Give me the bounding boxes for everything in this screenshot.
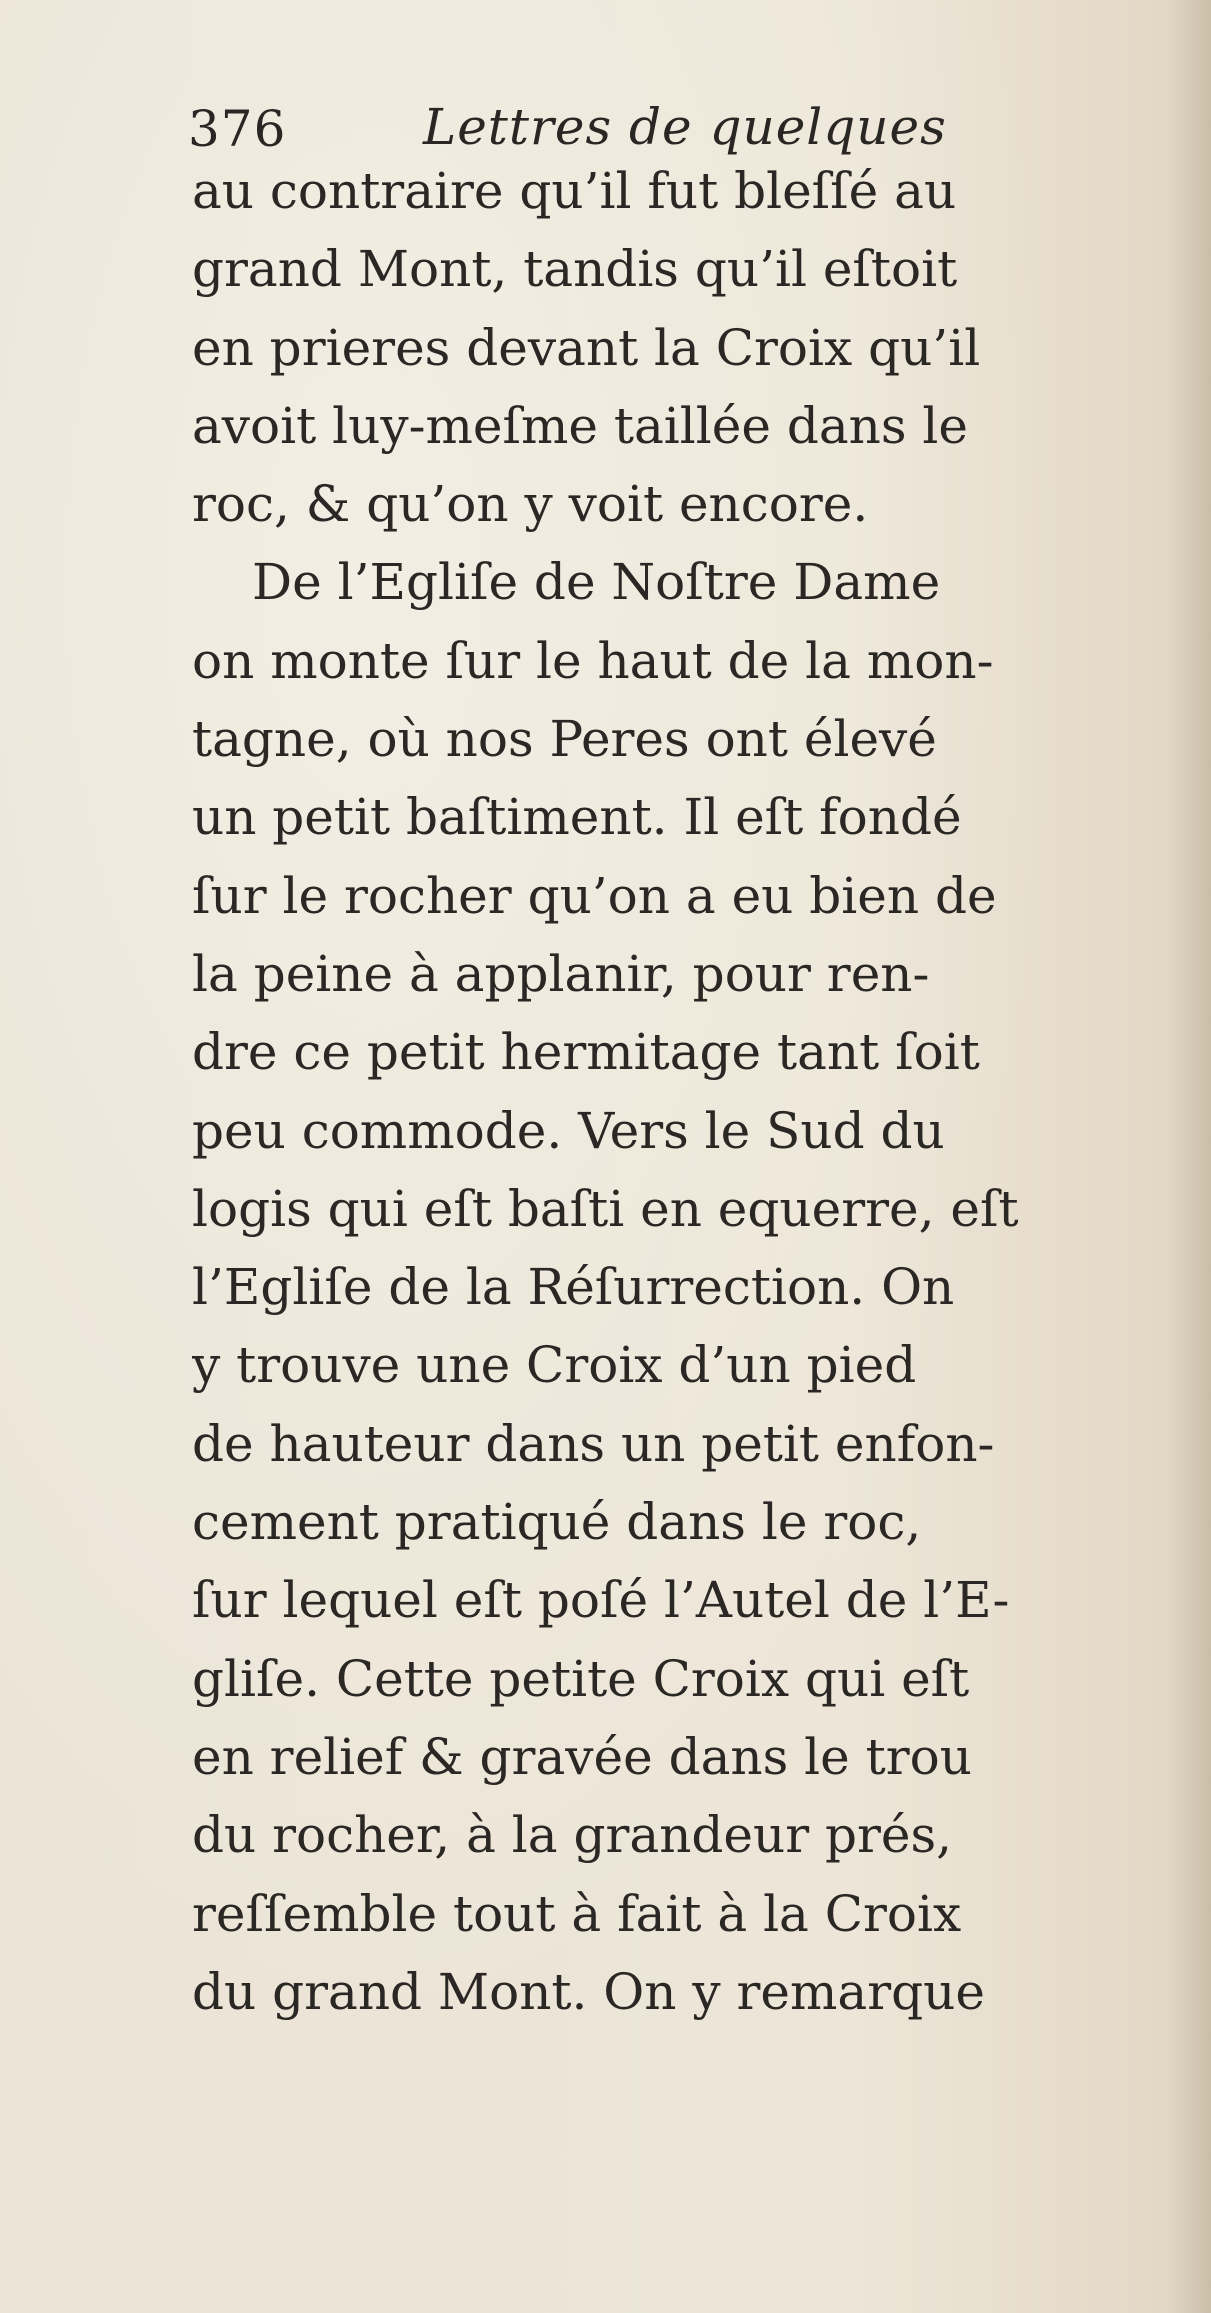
running-title: Lettres de quelques <box>423 98 947 156</box>
page-number: 376 <box>188 100 287 158</box>
text-line: avoit luy-meſme taillée dans le <box>192 396 968 455</box>
text-line: un petit baſtiment. Il eſt fondé <box>192 788 962 847</box>
text-line: peu commode. Vers le Sud du <box>192 1101 945 1160</box>
text-line: du rocher, à la grandeur prés, <box>192 1806 953 1865</box>
page-edge-shadow <box>1171 0 1211 2313</box>
text-line: tagne, où nos Peres ont élevé <box>192 710 937 769</box>
text-line: au contraire qu’il fut bleſſé au <box>192 162 957 220</box>
body-text <box>192 152 1152 2031</box>
text-line: ſur le rocher qu’on a eu bien de <box>192 866 997 925</box>
text-line: reſſemble tout à fait à la Croix <box>192 1884 962 1943</box>
text-line: dre ce petit hermitage tant ſoit <box>192 1023 980 1082</box>
text-line: en prieres devant la Croix qu’il <box>192 318 981 377</box>
text-line: gliſe. Cette petite Croix qui eſt <box>192 1649 970 1708</box>
text-line: en relief & gravée dans le trou <box>192 1727 972 1786</box>
text-line: grand Mont, tandis qu’il eſtoit <box>192 240 958 299</box>
text-line: logis qui eſt baſti en equerre, eſt <box>192 1179 1019 1238</box>
text-line: la peine à applanir, pour ren- <box>192 944 930 1003</box>
text-line: on monte ſur le haut de la mon- <box>192 631 994 690</box>
text-line: roc, & qu’on y voit encore. <box>192 475 869 534</box>
text-line: ſur lequel eſt poſé l’Autel de l’E- <box>192 1571 1010 1630</box>
text-line: de hauteur dans un petit enfon- <box>192 1414 995 1473</box>
text-line: l’Egliſe de la Réſurrection. On <box>192 1258 955 1317</box>
text-line: y trouve une Croix d’un pied <box>192 1336 917 1395</box>
paragraph-start-line: De l’Egliſe de Noſtre Dame <box>252 553 941 612</box>
text-line: cement pratiqué dans le roc, <box>192 1493 922 1552</box>
text-line: du grand Mont. On y remarque <box>192 1962 985 2021</box>
